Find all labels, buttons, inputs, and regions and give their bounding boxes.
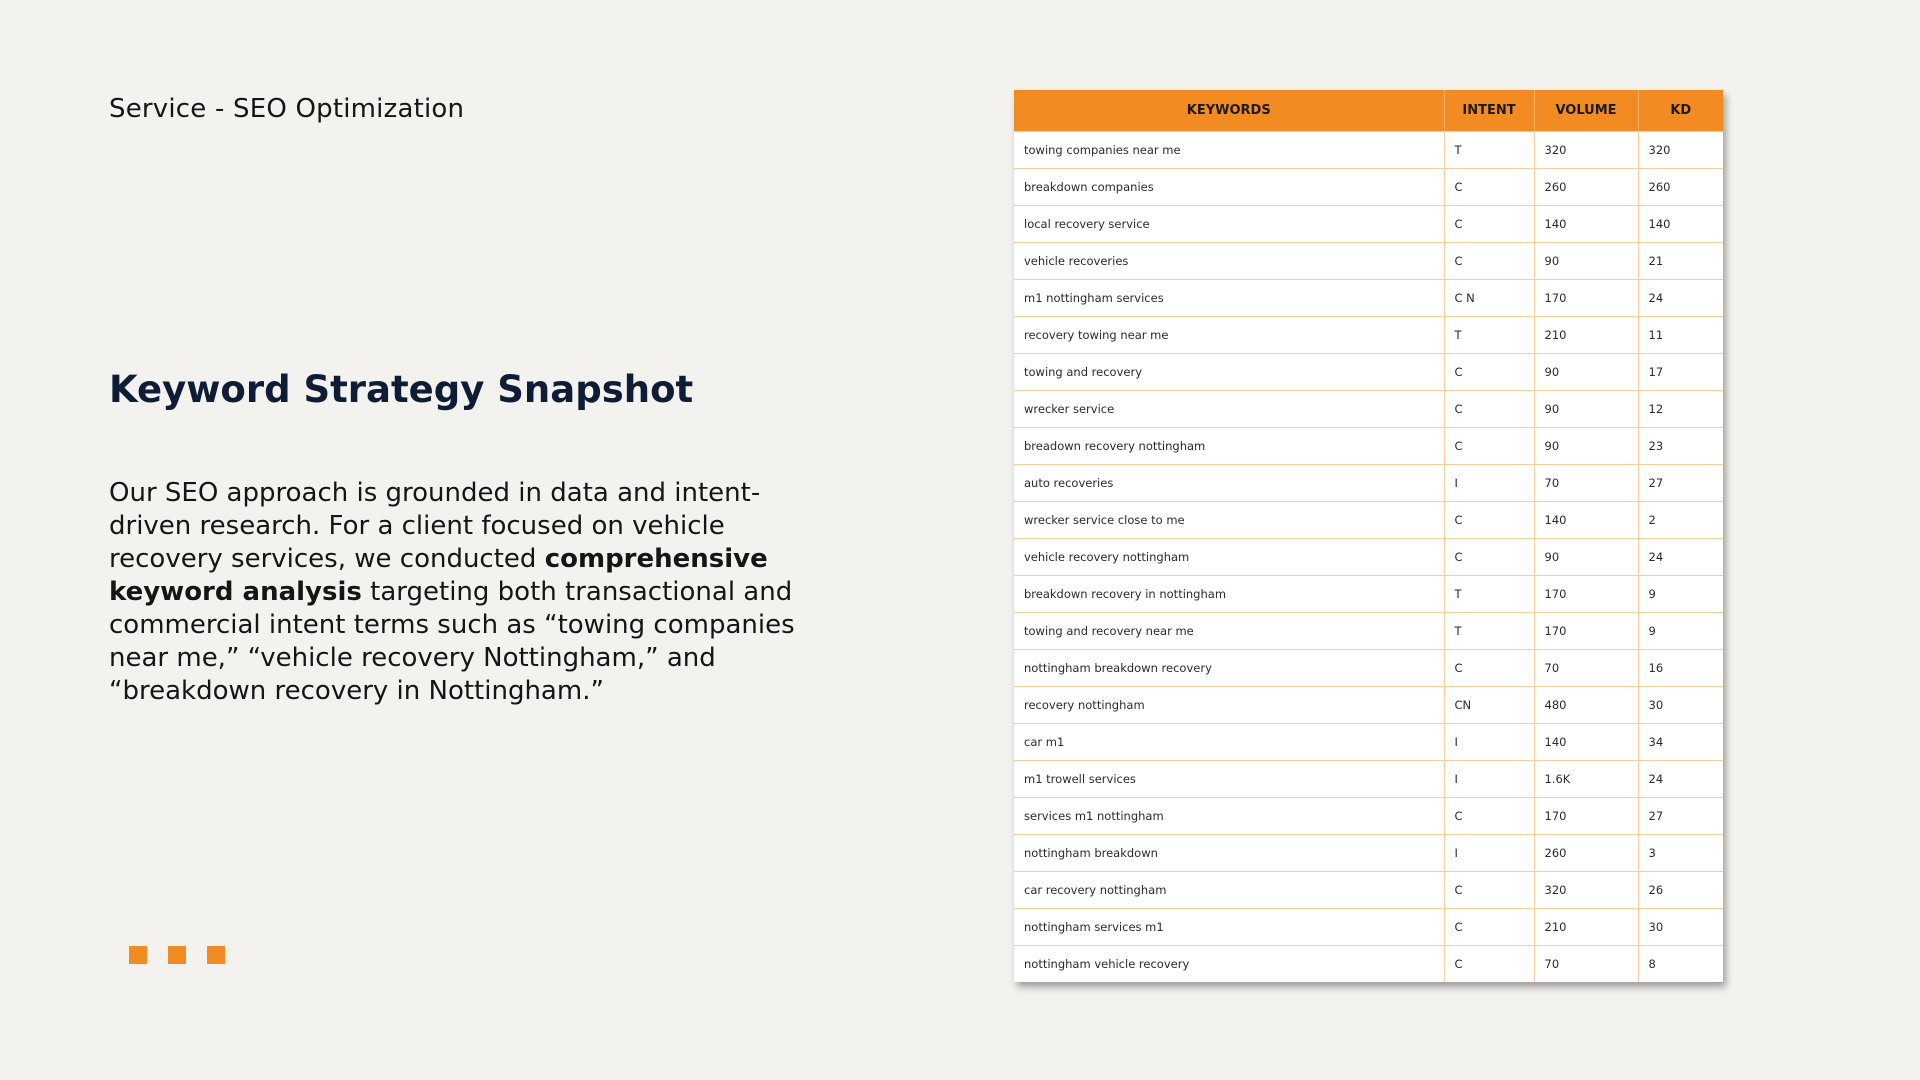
keyword-cell: vehicle recovery nottingham xyxy=(1014,539,1444,576)
volume-cell: 1.6K xyxy=(1534,761,1638,798)
intent-cell: I xyxy=(1444,761,1534,798)
table-row xyxy=(1014,687,1723,724)
keyword-cell: auto recoveries xyxy=(1014,465,1444,502)
kd-cell: 320 xyxy=(1638,132,1723,169)
volume-cell: 170 xyxy=(1534,798,1638,835)
table-row xyxy=(1014,539,1723,576)
keyword-cell: nottingham vehicle recovery xyxy=(1014,946,1444,983)
keyword-cell: towing and recovery near me xyxy=(1014,613,1444,650)
table-row xyxy=(1014,465,1723,502)
intent-cell: C xyxy=(1444,872,1534,909)
body-text-bold: comprehensive keyword analysis xyxy=(109,544,768,607)
volume-cell: 90 xyxy=(1534,391,1638,428)
table-row xyxy=(1014,243,1723,280)
volume-cell: 260 xyxy=(1534,169,1638,206)
table-row xyxy=(1014,354,1723,391)
kd-cell: 24 xyxy=(1638,539,1723,576)
keyword-table xyxy=(1014,90,1723,982)
kd-cell: 21 xyxy=(1638,243,1723,280)
kd-cell: 8 xyxy=(1638,946,1723,983)
keyword-cell: breadown recovery nottingham xyxy=(1014,428,1444,465)
table-row xyxy=(1014,761,1723,798)
volume-cell: 210 xyxy=(1534,909,1638,946)
table-row xyxy=(1014,502,1723,539)
intent-cell: C xyxy=(1444,428,1534,465)
intent-cell: T xyxy=(1444,613,1534,650)
kd-cell: 26 xyxy=(1638,872,1723,909)
keyword-cell: wrecker service xyxy=(1014,391,1444,428)
decorative-dots xyxy=(129,946,225,964)
keyword-cell: breakdown companies xyxy=(1014,169,1444,206)
table-row xyxy=(1014,835,1723,872)
volume-cell: 260 xyxy=(1534,835,1638,872)
table-row xyxy=(1014,946,1723,983)
table-row xyxy=(1014,317,1723,354)
intent-cell: T xyxy=(1444,317,1534,354)
intent-cell: C xyxy=(1444,946,1534,983)
volume-cell: 90 xyxy=(1534,428,1638,465)
volume-cell: 170 xyxy=(1534,613,1638,650)
header-intent: INTENT xyxy=(1444,90,1534,132)
kd-cell: 24 xyxy=(1638,761,1723,798)
table-row xyxy=(1014,280,1723,317)
kd-cell: 9 xyxy=(1638,576,1723,613)
body-text-part2: targeting both transactional and commercial intent terms such as “towing companies near me,” “vehicle recovery Nottingham,” and “breakdown recovery in Nottingham.” xyxy=(109,577,795,706)
kd-cell: 23 xyxy=(1638,428,1723,465)
section-kicker: Service - SEO Optimization xyxy=(109,94,465,124)
volume-cell: 170 xyxy=(1534,576,1638,613)
volume-cell: 70 xyxy=(1534,465,1638,502)
keyword-cell: car recovery nottingham xyxy=(1014,872,1444,909)
kd-cell: 16 xyxy=(1638,650,1723,687)
keyword-cell: wrecker service close to me xyxy=(1014,502,1444,539)
keyword-cell: car m1 xyxy=(1014,724,1444,761)
kd-cell: 12 xyxy=(1638,391,1723,428)
intent-cell: C xyxy=(1444,354,1534,391)
table-row xyxy=(1014,428,1723,465)
keyword-cell: recovery nottingham xyxy=(1014,687,1444,724)
volume-cell: 70 xyxy=(1534,650,1638,687)
kd-cell: 2 xyxy=(1638,502,1723,539)
kd-cell: 30 xyxy=(1638,687,1723,724)
intent-cell: C N xyxy=(1444,280,1534,317)
table-body xyxy=(1014,132,1723,983)
keyword-cell: m1 nottingham services xyxy=(1014,280,1444,317)
kd-cell: 260 xyxy=(1638,169,1723,206)
intent-cell: C xyxy=(1444,539,1534,576)
volume-cell: 170 xyxy=(1534,280,1638,317)
kd-cell: 140 xyxy=(1638,206,1723,243)
kd-cell: 30 xyxy=(1638,909,1723,946)
volume-cell: 140 xyxy=(1534,502,1638,539)
kd-cell: 17 xyxy=(1638,354,1723,391)
intent-cell: T xyxy=(1444,576,1534,613)
square-dot-icon xyxy=(129,946,147,964)
intent-cell: I xyxy=(1444,465,1534,502)
keyword-cell: local recovery service xyxy=(1014,206,1444,243)
volume-cell: 480 xyxy=(1534,687,1638,724)
intent-cell: I xyxy=(1444,724,1534,761)
volume-cell: 90 xyxy=(1534,243,1638,280)
intent-cell: C xyxy=(1444,798,1534,835)
keyword-cell: nottingham breakdown xyxy=(1014,835,1444,872)
intent-cell: C xyxy=(1444,909,1534,946)
table-row xyxy=(1014,391,1723,428)
table-row xyxy=(1014,798,1723,835)
table-row xyxy=(1014,169,1723,206)
keyword-cell: m1 trowell services xyxy=(1014,761,1444,798)
kd-cell: 27 xyxy=(1638,465,1723,502)
table-row xyxy=(1014,872,1723,909)
table-header-row xyxy=(1014,90,1723,132)
keyword-cell: vehicle recoveries xyxy=(1014,243,1444,280)
intent-cell: CN xyxy=(1444,687,1534,724)
keyword-cell: services m1 nottingham xyxy=(1014,798,1444,835)
table-row xyxy=(1014,650,1723,687)
kd-cell: 11 xyxy=(1638,317,1723,354)
volume-cell: 140 xyxy=(1534,724,1638,761)
volume-cell: 210 xyxy=(1534,317,1638,354)
keyword-cell: breakdown recovery in nottingham xyxy=(1014,576,1444,613)
intent-cell: I xyxy=(1444,835,1534,872)
volume-cell: 320 xyxy=(1534,872,1638,909)
keyword-cell: nottingham breakdown recovery xyxy=(1014,650,1444,687)
intent-cell: C xyxy=(1444,502,1534,539)
intent-cell: C xyxy=(1444,650,1534,687)
intent-cell: T xyxy=(1444,132,1534,169)
body-paragraph xyxy=(109,477,809,708)
table-row xyxy=(1014,576,1723,613)
body-text-part1: Our SEO approach is grounded in data and intent-driven research. For a client focused on vehicle recovery services, we conducted xyxy=(109,478,761,574)
volume-cell: 90 xyxy=(1534,539,1638,576)
header-kd: KD xyxy=(1638,90,1723,132)
table-row xyxy=(1014,613,1723,650)
intent-cell: C xyxy=(1444,391,1534,428)
kd-cell: 27 xyxy=(1638,798,1723,835)
kd-cell: 24 xyxy=(1638,280,1723,317)
keyword-cell: recovery towing near me xyxy=(1014,317,1444,354)
kd-cell: 9 xyxy=(1638,613,1723,650)
intent-cell: C xyxy=(1444,169,1534,206)
table-row xyxy=(1014,132,1723,169)
volume-cell: 140 xyxy=(1534,206,1638,243)
keyword-cell: towing companies near me xyxy=(1014,132,1444,169)
keyword-cell: nottingham services m1 xyxy=(1014,909,1444,946)
page-title: Keyword Strategy Snapshot xyxy=(109,368,694,411)
volume-cell: 90 xyxy=(1534,354,1638,391)
header-volume: VOLUME xyxy=(1534,90,1638,132)
intent-cell: C xyxy=(1444,243,1534,280)
table-row xyxy=(1014,724,1723,761)
table-row xyxy=(1014,206,1723,243)
square-dot-icon xyxy=(207,946,225,964)
kd-cell: 3 xyxy=(1638,835,1723,872)
header-keywords: KEYWORDS xyxy=(1014,90,1444,132)
table-row xyxy=(1014,909,1723,946)
keyword-cell: towing and recovery xyxy=(1014,354,1444,391)
square-dot-icon xyxy=(168,946,186,964)
volume-cell: 320 xyxy=(1534,132,1638,169)
volume-cell: 70 xyxy=(1534,946,1638,983)
intent-cell: C xyxy=(1444,206,1534,243)
kd-cell: 34 xyxy=(1638,724,1723,761)
